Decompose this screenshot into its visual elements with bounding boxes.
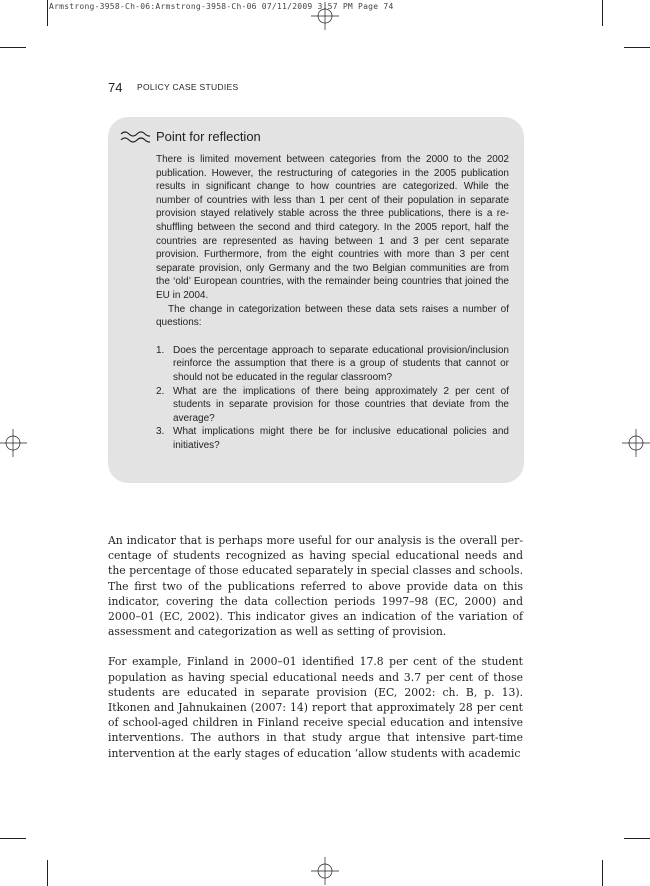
- reflection-box: [108, 117, 524, 483]
- question-item: [156, 344, 509, 385]
- question-number: 2.: [156, 385, 165, 397]
- crop-mark: [0, 838, 26, 839]
- registration-mark-icon: [311, 2, 339, 30]
- body-paragraph: For example, Finland in 2000–01 identified 17.8 per cent of the student population as having special educational needs and 3.7 per cent of those students are educated in separate provision (EC, 2002: ch. B, p. 13). Itkonen and Jahnukainen (2007: 14) report that approximately 28 per cent of school-aged children in Finland receive special education and intensive interventions. The authors in that study argue that intensive part-time intervention at the early stages of education ‘allow students with academic: [108, 655, 523, 760]
- crop-mark: [602, 0, 603, 26]
- question-number: 3.: [156, 426, 165, 438]
- crop-mark: [624, 838, 650, 839]
- printer-slug-line: Armstrong-3958-Ch-06:Armstrong-3958-Ch-06 07/11/2009 3:57 PM Page 74: [49, 2, 394, 11]
- question-number: 1.: [156, 344, 165, 356]
- question-item: [156, 425, 509, 452]
- reflection-title: Point for reflection: [156, 129, 261, 144]
- crop-mark: [47, 0, 48, 26]
- registration-mark-icon: [0, 429, 27, 457]
- crop-mark: [624, 47, 650, 48]
- running-section-title: POLICY CASE STUDIES: [137, 82, 239, 92]
- question-item: [156, 385, 509, 426]
- page-number: 74: [108, 80, 123, 95]
- registration-mark-icon: [622, 429, 650, 457]
- question-text: What are the implications of there being approximately 2 per cent of students in separate provision for those countries that deviate from the average?: [173, 385, 509, 424]
- reflection-body: [156, 153, 509, 452]
- crop-mark: [0, 47, 26, 48]
- crop-mark: [602, 860, 603, 886]
- body-paragraph: An indicator that is perhaps more useful for our analysis is the overall percentage of students recognized as having special educational needs and the percentage of those educated separately in special classes and schools. The first two of the publications referred to above provide data on this indicator, covering the data collection periods 1997–98 (EC, 2000) and 2000–01 (EC, 2002). This indicator gives an indication of the variation of assessment and categorization as well as setting of provision.: [108, 534, 523, 639]
- body-text: [108, 533, 523, 761]
- wave-icon: [120, 129, 150, 145]
- question-text: Does the percentage approach to separate educational provision/​inclusion reinforce the assumption that there is a group of students that cannot or should not be educated in the regular classroom?: [173, 344, 509, 383]
- registration-mark-icon: [311, 857, 339, 885]
- question-text: What implications might there be for inclusive educational policies and initiatives?: [173, 426, 509, 451]
- reflection-paragraph: The change in categorization between these data sets raises a number of questions:: [156, 303, 509, 329]
- reflection-paragraph: There is limited movement between categories from the 2000 to the 2002 publication. However, the restructuring of categories in the 2005 publication results in significant change to how countries are categorized. While the number of countries with less than 1 per cent of their population in separate provision stayed relatively stable across the three publications, there is a re-shuffling between the second and third category. In the 2005 report, half the countries are represented as having between 1 and 3 per cent separate provision. Furthermore, from the eight countries with more than 3 per cent separate provision, only Germany and the two Belgian communities are from the ‘old’ European countries, with the remainder being countries that joined the EU in 2004.: [156, 154, 509, 301]
- crop-mark: [47, 860, 48, 886]
- question-list: [156, 344, 509, 453]
